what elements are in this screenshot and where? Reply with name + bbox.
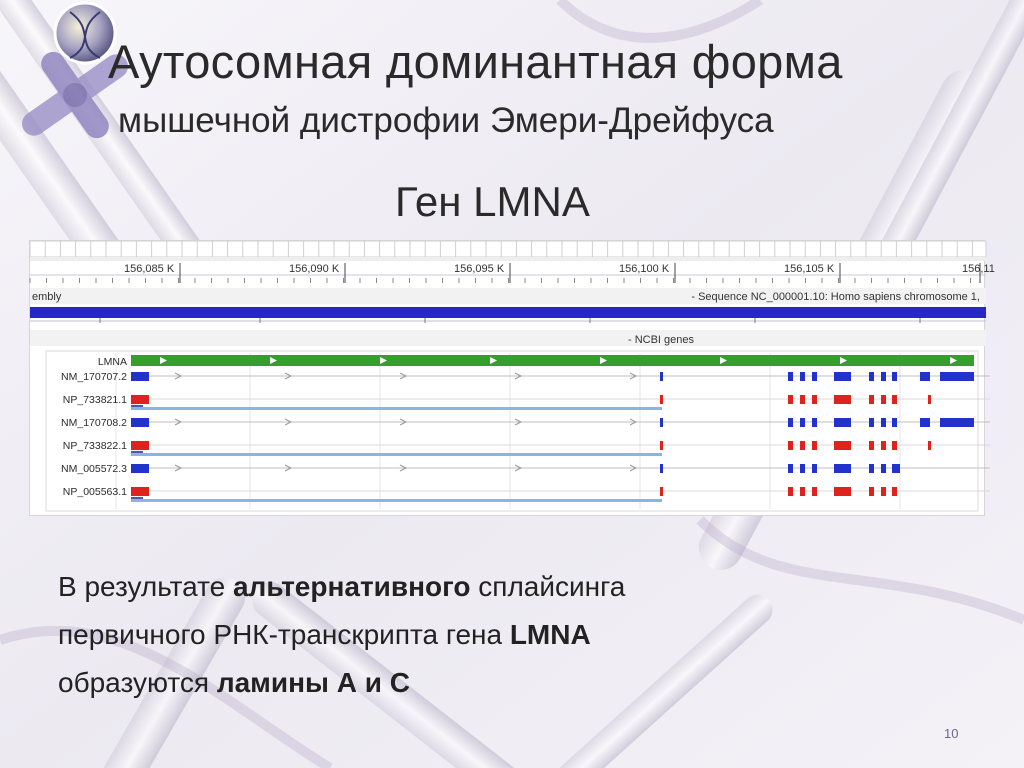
row-label: LMNA xyxy=(97,356,127,368)
mrna-exon xyxy=(881,372,886,381)
body-text-1a: В результате xyxy=(58,571,233,602)
overview-strip-shadow xyxy=(30,257,986,261)
protein-segment xyxy=(881,441,886,450)
body-text-1b: альтернативного xyxy=(232,571,471,602)
protein-segment xyxy=(788,487,793,496)
gene-bar-lmna xyxy=(131,355,974,366)
ruler-tick-label: 156,100 K xyxy=(619,263,670,275)
protein-tick xyxy=(131,405,143,407)
mrna-exon xyxy=(869,372,874,381)
mrna-exon xyxy=(788,418,793,427)
protein-segment xyxy=(869,487,874,496)
sequence-track-label: - Sequence NC_000001.10: Homo sapiens chromosome 1, xyxy=(691,291,980,303)
protein-segment xyxy=(788,441,793,450)
protein-segment xyxy=(835,441,849,450)
mrna-exon xyxy=(892,372,897,381)
protein-segment xyxy=(812,441,817,450)
sequence-bar xyxy=(30,307,986,318)
mrna-exon xyxy=(920,372,930,381)
ruler-tick-label: 156,085 K xyxy=(124,263,175,275)
mrna-exon xyxy=(131,464,149,473)
row-label: NP_733821.1 xyxy=(62,394,127,406)
page-number: 10 xyxy=(944,726,959,741)
mrna-exon xyxy=(660,464,663,473)
protein-segment xyxy=(892,441,897,450)
mrna-exon xyxy=(800,418,805,427)
mrna-exon xyxy=(835,464,849,473)
mrna-exon xyxy=(869,464,874,473)
protein-segment xyxy=(892,487,897,496)
body-text-3a: образуются xyxy=(58,667,217,698)
protein-segment xyxy=(131,441,149,450)
mrna-exon xyxy=(660,418,663,427)
ruler-tick-label: 156,11 xyxy=(962,263,995,275)
protein-segment xyxy=(892,395,897,404)
mrna-exon xyxy=(812,464,817,473)
row-label: NP_005563.1 xyxy=(62,486,127,498)
genome-viewer xyxy=(29,240,995,516)
row-label: NM_170708.2 xyxy=(61,417,127,429)
overview-strip-bg xyxy=(30,241,986,257)
intron-highlight xyxy=(131,453,662,456)
protein-segment xyxy=(131,395,149,404)
protein-segment xyxy=(928,395,931,404)
protein-segment xyxy=(835,487,849,496)
mrna-exon xyxy=(812,372,817,381)
protein-segment xyxy=(660,441,663,450)
mrna-exon xyxy=(892,464,900,473)
sequence-track-left-label: embly xyxy=(32,291,62,303)
protein-segment xyxy=(869,395,874,404)
mrna-exon xyxy=(835,372,849,381)
overview-strip xyxy=(30,241,986,261)
slide-subtitle: мышечной дистрофии Эмери-Дрейфуса xyxy=(118,101,774,140)
mrna-exon xyxy=(800,372,805,381)
intron-highlight xyxy=(131,499,662,502)
protein-segment xyxy=(835,395,849,404)
protein-segment xyxy=(800,487,805,496)
protein-segment xyxy=(131,487,149,496)
body-text-2b: LMNA xyxy=(509,619,591,650)
mrna-exon xyxy=(881,464,886,473)
mrna-exon xyxy=(131,372,149,381)
ruler-tick-label: 156,105 K xyxy=(784,263,835,275)
mrna-exon xyxy=(800,464,805,473)
protein-segment xyxy=(788,395,793,404)
protein-segment xyxy=(881,395,886,404)
ruler-tick-label: 156,095 K xyxy=(454,263,505,275)
mrna-exon xyxy=(940,418,974,427)
row-label: NP_733822.1 xyxy=(62,440,127,452)
protein-segment xyxy=(928,441,931,450)
body-paragraph xyxy=(58,563,818,707)
ruler-tick-label: 156,090 K xyxy=(289,263,340,275)
mrna-exon xyxy=(940,372,974,381)
mrna-exon xyxy=(881,418,886,427)
body-text-2a: первичного РНК-транскрипта гена xyxy=(58,619,510,650)
mrna-exon xyxy=(869,418,874,427)
row-label: NM_170707.2 xyxy=(61,371,127,383)
mrna-exon xyxy=(788,464,793,473)
slide-title: Аутосомная доминантная форма xyxy=(108,35,843,88)
protein-segment xyxy=(660,395,663,404)
body-text-1c: сплайсинга xyxy=(470,571,626,602)
protein-segment xyxy=(800,441,805,450)
genes-track-label: - NCBI genes xyxy=(627,334,694,346)
gene-heading: Ген LMNA xyxy=(395,178,590,225)
protein-tick xyxy=(131,451,143,453)
mrna-exon xyxy=(812,418,817,427)
protein-segment xyxy=(812,487,817,496)
body-text-3b: ламины А и С xyxy=(216,667,410,698)
coordinate-ruler xyxy=(30,263,995,283)
mrna-exon xyxy=(660,372,663,381)
protein-segment xyxy=(869,441,874,450)
row-label: NM_005572.3 xyxy=(61,463,127,475)
genome-viewer-canvas xyxy=(30,241,995,517)
intron-highlight xyxy=(131,407,662,410)
mrna-exon xyxy=(835,418,849,427)
protein-segment xyxy=(660,487,663,496)
mrna-exon xyxy=(892,418,897,427)
mrna-exon xyxy=(788,372,793,381)
protein-segment xyxy=(812,395,817,404)
protein-tick xyxy=(131,497,143,499)
mrna-exon xyxy=(131,418,149,427)
protein-segment xyxy=(800,395,805,404)
protein-segment xyxy=(881,487,886,496)
mrna-exon xyxy=(920,418,930,427)
